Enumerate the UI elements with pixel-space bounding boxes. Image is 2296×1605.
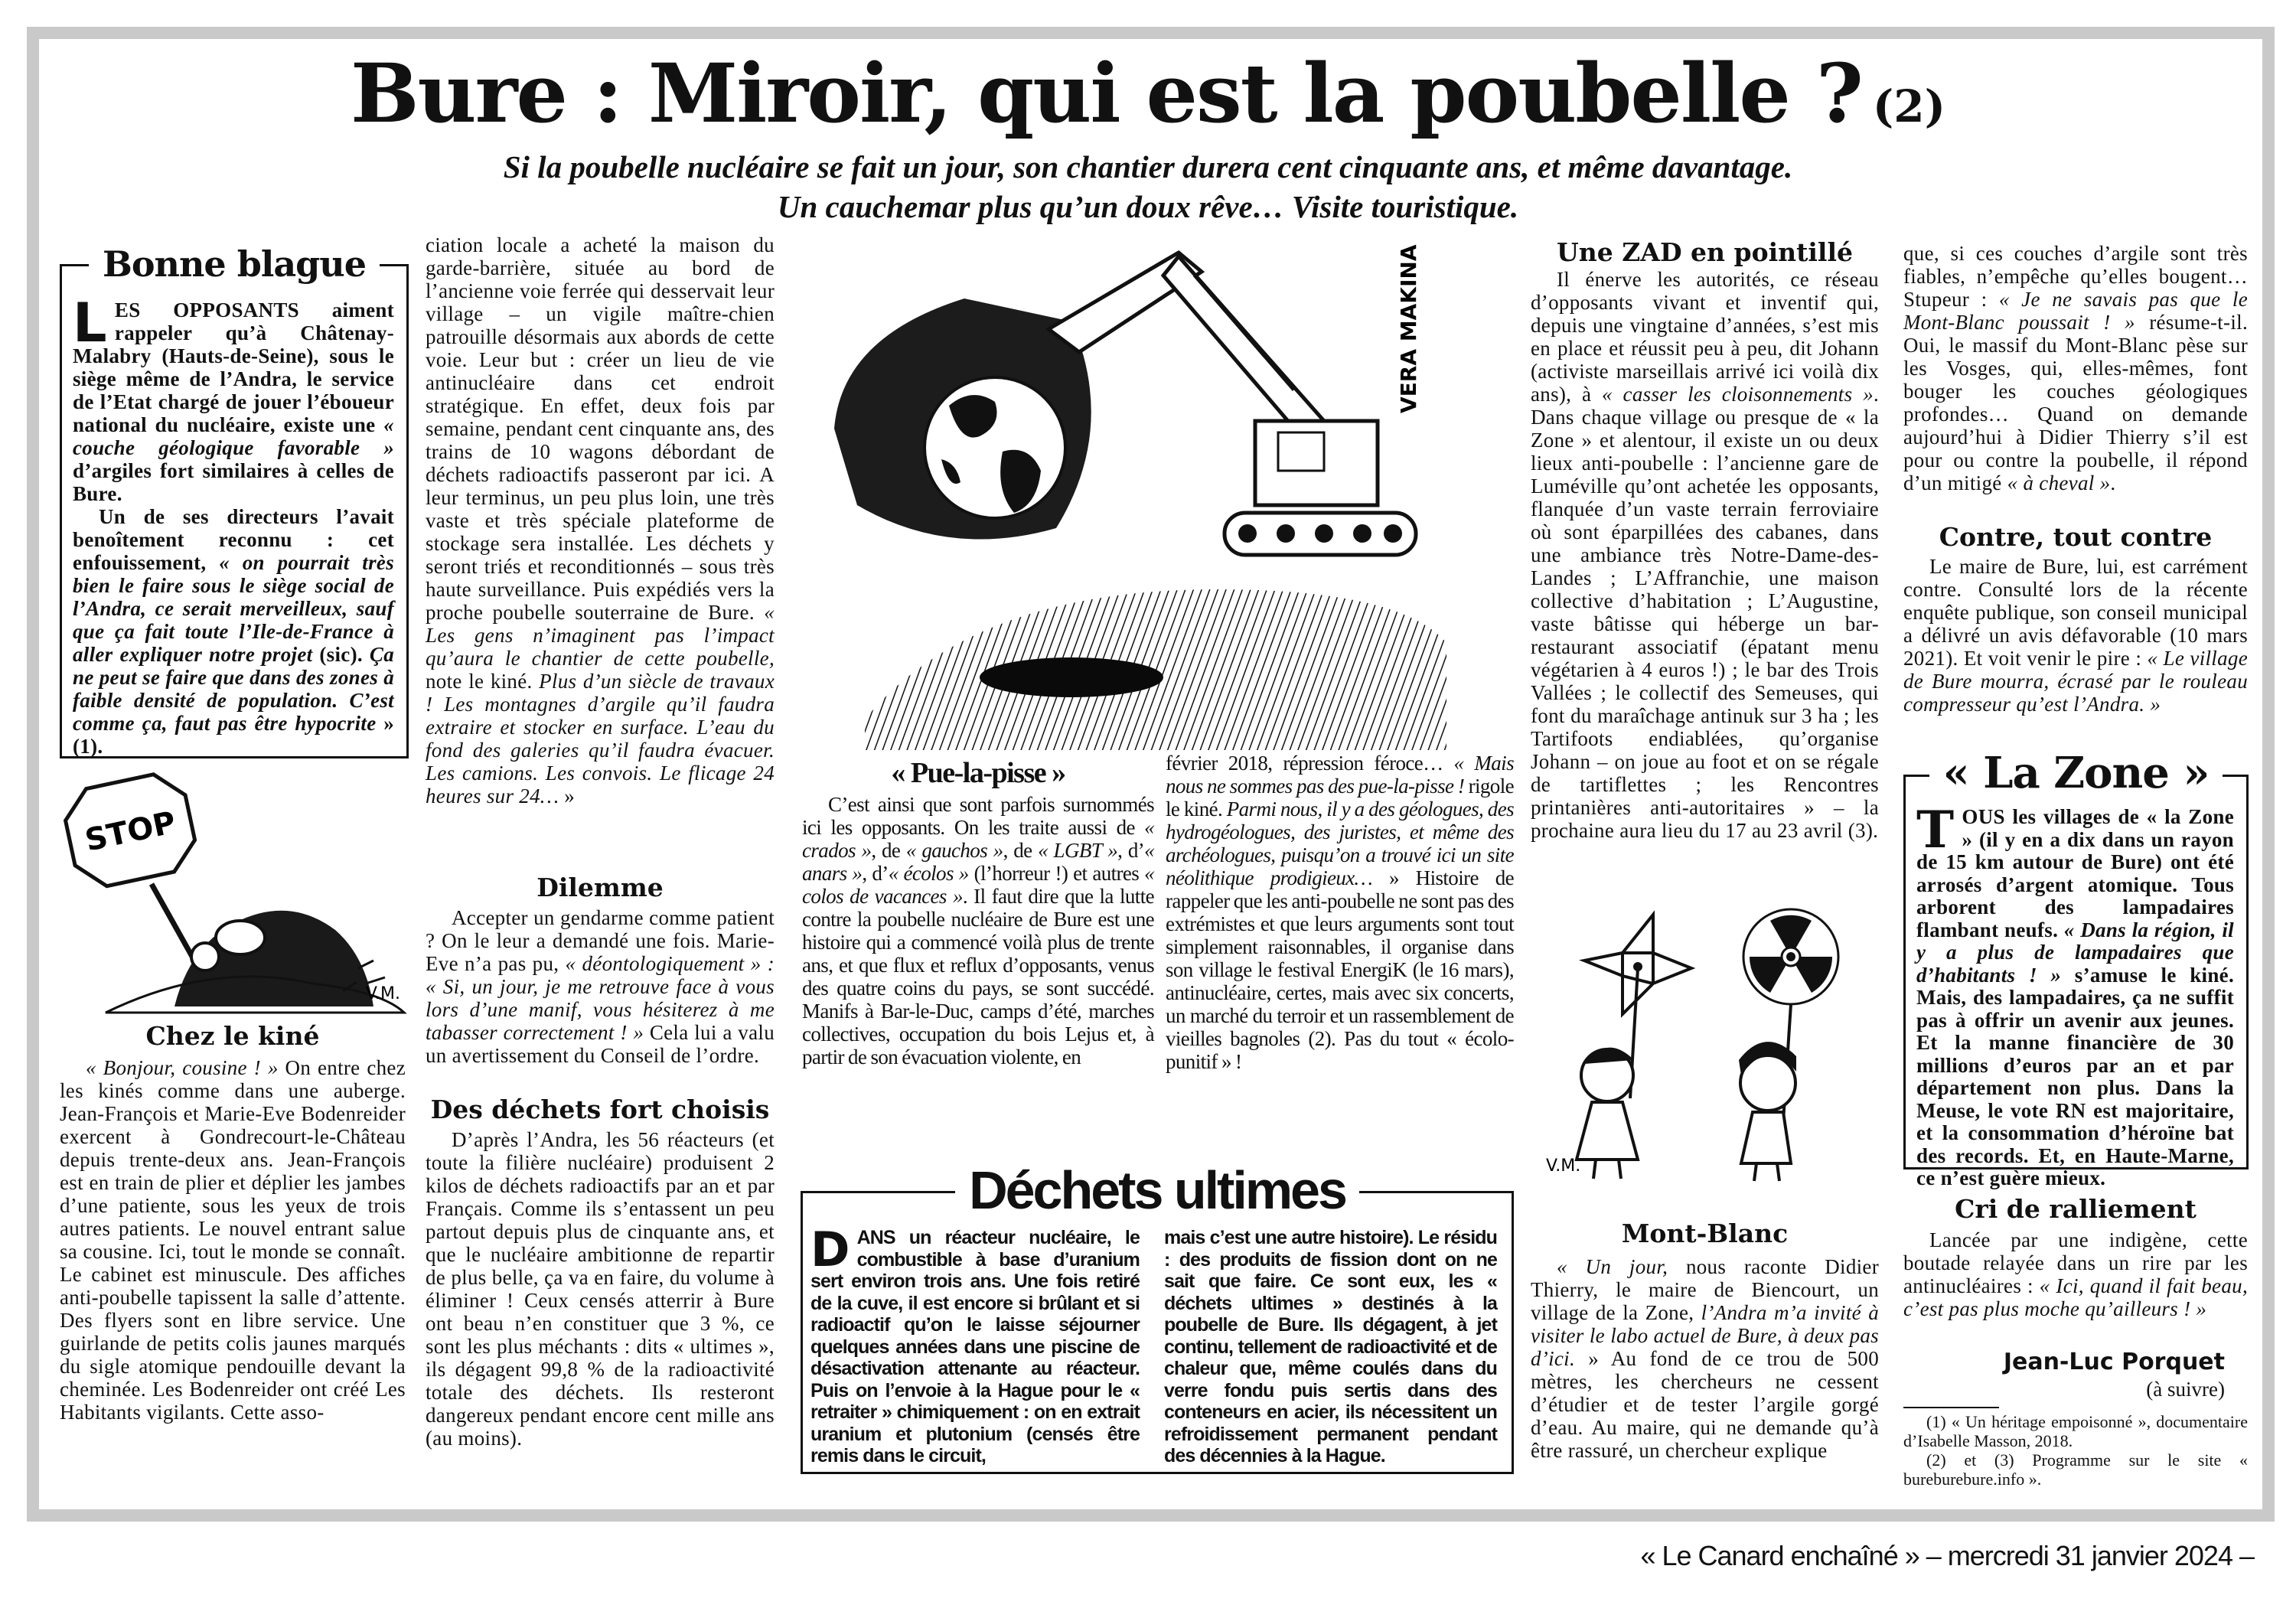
dechets-choisis-heading: Des déchets fort choisis — [430, 1094, 770, 1124]
text-run: Il énerve les autorités, ce réseau d’opposants vivant et inventif qui, depuis une vingtaine d’années, s’est mis en place et réussit peu à peu, dit Johann (activiste marseillais arrivé ici voilà dix ans), à — [1531, 268, 1879, 406]
text-run: . Il faut dire que la lutte contre la poubelle nucléaire de Bure est une histoire qui a commencé voilà plus de trente ans, et que flux et reflux d’opposants, venus des quatre coins du pays, se sont succédé. Manifs à Bar-le-Duc, camps d’été, marches collectives, occupation du bois Lejus et, à partir de son évacuation violente, en — [802, 885, 1154, 1068]
quote-text: « Ici, quand il fait beau, c’est pas plus moche qu’ailleurs ! » — [1903, 1274, 2248, 1320]
mole-stop-sign-illustration — [60, 769, 406, 1014]
text-run: On entre chez les kinés comme dans une auberge. Jean-François et Marie-Eve Bodenreider exercent à Gondrecourt-le-Château depuis trente-deux ans. Jean-François est en train de plier et déplier les jambes d’une patiente, sous les yeux de trois autres patients. Le nouvel entrant salue sa cousine. Ici, tout le monde se connaît. Le cabinet est minuscule. Des affiches anti-poubelle tapissent la salle d’attente. Des flyers sont en libre service. Une guirlande de petits colis jaunes marqués du sigle atomique pendouille devant la cheminée. Les Bodenreider ont créé Les Habitants vigilants. Cette asso- — [60, 1056, 406, 1424]
zad-heading: Une ZAD en pointillé — [1557, 237, 1853, 267]
mont-blanc-body — [1531, 1255, 1879, 1492]
chez-le-kine-continued — [426, 233, 775, 880]
author-signature: Jean-Luc Porquet — [2003, 1349, 2225, 1375]
text-run: Cela lui a valu un avertissement du Conseil de l’ordre. — [426, 1021, 775, 1067]
radiation-sign-icon — [1743, 909, 1838, 1004]
text-run: . Dans chaque village ou presque de « la Zone » et alentour, il existe un ou deux lieux anti-poubelle : l’ancienne gare de Luméville qu’ont achetée les opposants, flanquée d’un vaste terrain ferroviaire où sont éparpillées des cabanes, dans une ambiance très Notre-Dame-des-Landes ; L’Affranchie, une maison collective d’habitation ; L’Augustine, vaste bâtisse qui héberge un bar-restaurant associatif (épatant menu végétarien à 4 euros !) ; le bar des Trois Vallées ; le collectif des Semeuses, qui font du maraîchage antinuk sur 3 ha ; les Tartifoots endiablées, qu’organise Johann – on joue au foot et on se régale de tartiflettes ; les Rencontres printanières anti-autoritaires » – la prochaine aura lieu du 17 au 23 avril (3). — [1531, 383, 1880, 842]
cri-body — [1903, 1228, 2248, 1351]
paragraph — [73, 505, 394, 758]
footnote-divider — [1903, 1407, 1999, 1408]
drop-cap: D — [810, 1222, 850, 1277]
text-run: Le maire de Bure, lui, est carrément contre. Consulté lors de la récente enquête publique, son conseil municipal a délivré un avis défavorable (10 mars 2021). Et voit venir le pire : — [1903, 555, 2248, 670]
chez-le-kine-heading: Chez le kiné — [145, 1021, 320, 1051]
text-run: , de — [871, 839, 906, 862]
stop-sign-text: STOP — [82, 804, 179, 859]
excavator-boom — [1163, 256, 1324, 436]
quote-text: Ça ne peut se faire que dans des zones à faible densité de population. C’est comme ça, faut pas être hypocrite — [73, 643, 394, 735]
quote-text: « LGBT » — [1038, 839, 1118, 862]
quote-text: « Bonjour, cousine ! » — [86, 1056, 279, 1079]
text-run: , de — [1003, 839, 1039, 862]
quote-text: « Un jour, — [1557, 1255, 1668, 1278]
la-zone-heading: « La Zone » — [1906, 748, 2246, 798]
text-run: , d’ — [862, 862, 889, 885]
dilemme-body — [426, 906, 775, 1094]
paragraph — [1531, 1255, 1879, 1462]
chez-le-kine-body — [60, 1056, 406, 1515]
footnote-2: (2) et (3) Programme sur le site « bureburebure.info ». — [1903, 1450, 2248, 1489]
quote-text: « à cheval » — [2007, 471, 2111, 494]
text-run: s’amuse le kiné. Mais, des lampadaires, ça ne suffit pas à offrir un avenir aux jeunes. Et la manne financière de 30 millions d’euros par an et par département non plus. Dans la Meuse, le vote RN est majoritaire, et la consommation d’héroïne bat des records. Et, en Haute-Marne, ce n’est guère mieux. — [1916, 963, 2234, 1189]
quote-text: « Dans la région, il y a plus de lampadaires que d’habitants ! » — [1916, 918, 2234, 987]
drop-cap: L — [73, 292, 107, 354]
dechets-ultimes-col1 — [810, 1222, 1140, 1467]
subtitle-line-1: Si la poubelle nucléaire se fait un jour, son chantier durera cent cinquante ans, et même davantage. — [503, 149, 1793, 184]
text-run: nous raconte Didier Thierry, le maire de Biencourt, un village de la Zone, — [1531, 1255, 1879, 1324]
quote-text: « Le village de Bure mourra, écrasé par le rouleau compresseur qu’est l’Andra. » — [1903, 647, 2248, 716]
dechets-choisis-body — [426, 1128, 775, 1519]
text-run: (sic). — [312, 643, 370, 666]
text-run: , d’ — [1117, 839, 1145, 862]
text-run: (l’horreur !) et autres — [968, 862, 1145, 885]
pinwheel-icon — [1584, 915, 1691, 1014]
drop-cap: T — [1916, 800, 1955, 860]
zad-body — [1531, 268, 1879, 972]
paragraph — [1166, 752, 1514, 1073]
dechets-ultimes-box — [801, 1160, 1514, 1474]
text-run: OUS les villages de « la Zone » (il y en a dix dans un rayon de 15 km autour de Bure) ont été arrosés d’argent atomique. Tous arborent des lampadaires flambant neufs. — [1916, 805, 2234, 941]
hole — [980, 657, 1163, 697]
paragraph — [1903, 1228, 2248, 1320]
subtitle-line-2: Un cauchemar plus qu’un doux rêve… Visite touristique. — [777, 189, 1519, 224]
text-run: Un de ses directeurs l’avait benoîtement reconnu : cet enfouissement, — [73, 505, 394, 574]
bonne-blague-body — [73, 292, 395, 758]
la-zone-body — [1916, 800, 2234, 1190]
quote-text: « couche géologique favorable » — [73, 413, 394, 459]
dechets-ultimes-heading: Déchets ultimes — [803, 1160, 1512, 1221]
text-run: rigole le kiné. — [1166, 775, 1514, 820]
page-title — [0, 47, 2296, 152]
text-run: C’est ainsi que sont parfois surnommés ici les opposants. On les traite aussi de — [802, 793, 1154, 839]
text-run: » — [559, 785, 576, 807]
footnote-1: (1) « Un héritage empoisonné », documentaire d’Isabelle Masson, 2018. — [1903, 1412, 2248, 1450]
text-run: février 2018, répression féroce… — [1166, 752, 1454, 775]
paragraph — [802, 793, 1154, 1068]
text-run: Accepter un gendarme comme patient ? On le leur a demandé une fois. Marie-Eve n’a pas pu, — [426, 906, 775, 975]
text-run: » (1). — [73, 712, 395, 758]
text-run: » Au fond de ce trou de 500 mètres, les chercheurs ne cessent d’étudier et de tester l’argile gorgé d’eau. Au maire, qui ne demande qu’à être rassuré, un chercheur explique — [1531, 1347, 1879, 1462]
text-run: D’après l’Andra, les 56 réacteurs (et toute la filière nucléaire) produisent 2 kilos de déchets radioactifs par an et par Français. Comme ils s’entassent un peu partout depuis plus de cinquante ans, et que le nucléaire ambitionne de repartir de plus belle, ça va en faire, du volume à éliminer ! Ceux censés atterrir à Bure ont beau n’en constituer que 3 %, ce sont les plus méchants : dits « ultimes », ils dégagent 99,8 % de la radioactivité totale des déchets. Ils resteront dangereux pendant encore cent mille ans (au moins). — [426, 1128, 775, 1450]
paragraph — [1903, 555, 2248, 716]
la-zone-box — [1903, 748, 2249, 1189]
bonne-blague-box — [60, 243, 409, 758]
quote-text: « gauchos » — [905, 839, 1003, 862]
title-text: Bure : Miroir, qui est la poubelle ? — [350, 45, 1862, 141]
title-part-number: (2) — [1872, 80, 1946, 132]
paragraph — [1531, 268, 1879, 842]
publication-footer: « Le Canard enchaîné » – mercredi 31 janvier 2024 – — [1640, 1540, 2254, 1571]
paragraph — [426, 233, 775, 807]
paragraph — [1903, 242, 2248, 494]
quote-text: « casser les cloisonnements » — [1602, 383, 1874, 406]
quote-text: « crados » — [802, 816, 1154, 862]
quote-text: Plus d’un siècle de travaux ! Les montagnes d’argile qu’il faudra extraire et stocker en surface. L’eau du fond des galeries qu’il faudra évacuer. Les camions. Les convois. Le flicage 24 heures sur 24… — [426, 670, 775, 807]
paragraph — [426, 1128, 775, 1450]
cri-heading: Cri de ralliement — [1955, 1194, 2197, 1224]
globe-icon — [925, 377, 1065, 518]
artist-signature: V.M. — [1546, 1156, 1581, 1176]
dilemme-heading: Dilemme — [536, 873, 664, 902]
pue-la-pisse-heading: « Pue-la-pisse » — [891, 757, 1065, 789]
paragraph — [1164, 1227, 1497, 1467]
to-be-continued: (à suivre) — [2146, 1378, 2225, 1401]
bonne-blague-heading: Bonne blague — [62, 243, 406, 285]
text-run: résume-t-il. Oui, le massif du Mont-Blanc pèse sur les Vosges, qui, elles-mêmes, font bouger les couches géologiques profondes… Quand on demande aujourd’hui à Didier Thierry s’il est pour ou contre la poubelle, il répond d’un mitigé — [1903, 311, 2248, 494]
contre-body — [1903, 555, 2248, 739]
mont-blanc-continued — [1903, 242, 2248, 529]
text-run: Lancée par une indigène, cette boutade relayée dans un rire par les antinucléaires : — [1903, 1228, 2248, 1297]
excavator-globe-illustration — [819, 230, 1446, 750]
text-run: . — [2110, 471, 2116, 494]
contre-heading: Contre, tout contre — [1939, 522, 2213, 552]
quote-text: « écolos » — [888, 862, 969, 885]
artist-signature: VERA MAKINA — [1396, 244, 1421, 413]
text-run: ANS un réacteur nucléaire, le combustible à base d’uranium sert environ trois ans. Une fois retiré de la cuve, il est encore si brûlant et si radioactif qu’on le laisse séjourner quelques années dans une piscine de désactivation attenante au réacteur. Puis on l’envoie à la Hague pour le « retraiter » chimiquement : on en extrait uranium et plutonium (censés être remis dans le circuit, — [810, 1227, 1140, 1466]
mont-blanc-heading: Mont-Blanc — [1621, 1218, 1789, 1248]
quote-text: « colos de vacances » — [802, 862, 1154, 908]
text-run: ES OPPOSANTS aiment rappeler qu’à Châtenay-Malabry (Hauts-de-Seine), sous le siège même de l’Andra, le service de l’Etat chargé de jouer l’éboueur national du nucléaire, existe une — [73, 298, 394, 436]
paragraph — [426, 906, 775, 1067]
quote-text: « Les gens n’imaginent pas l’impact qu’aura le chantier de cette poubelle, — [426, 601, 775, 670]
quote-text: « Je ne savais pas que le Mont-Blanc poussait ! » — [1903, 288, 2248, 334]
text-run: ciation locale a acheté la maison du garde-barrière, située au bord de l’ancienne voie ferrée qui desservait leur village – un vigile maître-chien patrouille désormais aux abords de cette voie. Leur but : créer un lieu de vie antinucléaire dans cet endroit stratégique. En effet, deux fois par semaine, pendant cent cinquante ans, des trains de 10 wagons débordant de déchets radioactifs passeront par ici. A leur terminus, un peu plus loin, une très vaste et très spéciale plateforme de stockage sera installée. Les déchets y seront triés et reconditionnés – sous très haute surveillance. Puis expédiés vers la proche poubelle souterraine de Bure. — [426, 233, 775, 624]
paragraph — [60, 1056, 406, 1424]
quote-text: « Mais nous ne sommes pas des pue-la-pisse ! — [1166, 752, 1514, 798]
dechets-ultimes-col2 — [1164, 1227, 1497, 1464]
paragraph — [73, 292, 394, 505]
footnotes — [1903, 1412, 2248, 1489]
paragraph — [810, 1222, 1140, 1467]
pue-la-pisse-col2 — [1166, 752, 1514, 1157]
paragraph — [1916, 800, 2234, 1190]
quote-text: Parmi nous, il y a des géologues, des hydrogéologues, des juristes, et même des archéologues, puisqu’on a trouvé ici un site néolithique prodigieux… — [1166, 798, 1514, 889]
text-run: note le kiné. — [426, 670, 540, 693]
text-run: » Histoire de rappeler que les anti-poubelle ne sont pas des extrémistes et que leurs arguments sont tout simplement raisonnables, il organise dans son village le festival EnergiK (le 16 mars), antinucléaire, certes, mais avec six concerts, un marché du terroir et un rassemblement de vieilles bagnoles (2). Pas du tout « écolo-punitif » ! — [1166, 866, 1514, 1073]
quote-text: l’Andra m’a invité à visiter le labo actuel de Bure, à deux pas d’ici. — [1531, 1301, 1879, 1370]
text-run: mais c’est une autre histoire). Le résidu : des produits de fission dont on ne sait que faire. Ce sont eux, les « déchets ultimes » destinés à la poubelle de Bure. Ils dégagent, à jet continu, tellement de radioactivité et de chaleur que, même coulés dans du verre fondu puis sertis dans des conteneurs en acier, ils nécessitent un refroidissement permanent pendant des décennies à la Hague. — [1164, 1227, 1497, 1466]
text-run: d’argiles fort similaires à celles de Bure. — [73, 459, 394, 505]
artist-signature: V.M. — [365, 984, 400, 1003]
children-pinwheel-radiation-illustration — [1538, 899, 1879, 1183]
stop-sign-icon — [60, 769, 201, 892]
text-run: que, si ces couches d’argile sont très fiables, n’empêche qu’elles bougent… Stupeur : — [1903, 242, 2248, 311]
quote-text: « anars » — [802, 839, 1155, 885]
quote-text: « on pourrait très bien le faire sous le siège social de l’Andra, ce serait merveilleux, sauf que ça fait toute l’Ile-de-France à aller expliquer notre projet — [73, 551, 395, 666]
pue-la-pisse-col1 — [802, 793, 1154, 1168]
quote-text: « déontologiquement » : « Si, un jour, je me retrouve face à vous lors d’une manif, vous hésiterez à me tabasser correctement ! » — [426, 952, 775, 1044]
